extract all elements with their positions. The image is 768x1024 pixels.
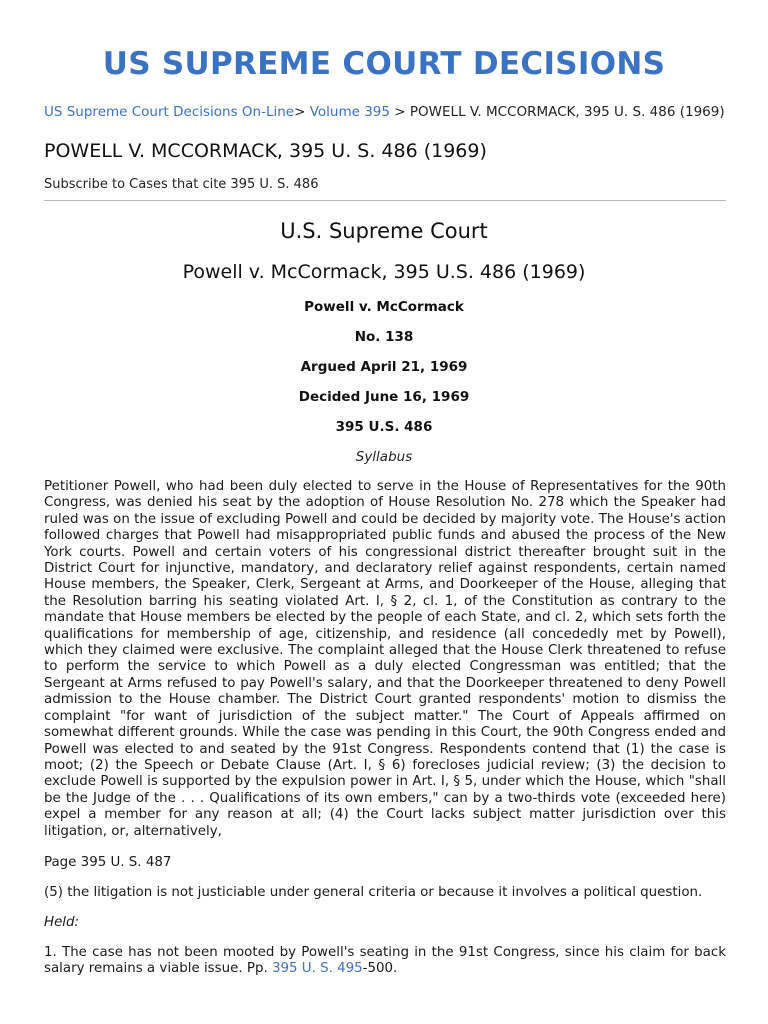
breadcrumb [44, 103, 744, 121]
subscribe-text: Subscribe to Cases that cite 395 U. S. 486 [44, 177, 319, 192]
holding-text: 1. The case has not been mooted by Powell's seating in the 91st Congress, since his claim for back salary remains a viable issue. Pp. [44, 945, 726, 977]
holding-text-suffix: -500. [362, 961, 398, 977]
continuation-paragraph: (5) the litigation is not justiciable under general criteria or because it involves a political question. [44, 885, 703, 900]
court-name: U.S. Supreme Court [280, 219, 488, 243]
breadcrumb-volume-link[interactable]: Volume 395 [309, 104, 390, 120]
breadcrumb-home-link[interactable]: US Supreme Court Decisions On-Line [44, 104, 295, 120]
divider [44, 200, 726, 201]
site-title[interactable]: US SUPREME COURT DECISIONS [102, 46, 666, 82]
docket-number: No. 138 [354, 329, 414, 345]
breadcrumb-separator: > [294, 104, 306, 120]
case-heading: POWELL V. MCCORMACK, 395 U. S. 486 (1969) [44, 140, 487, 162]
argued-date: Argued April 21, 1969 [300, 359, 468, 375]
citation: 395 U.S. 486 [335, 419, 433, 435]
case-short-name: Powell v. McCormack [304, 299, 464, 315]
page-marker: Page 395 U. S. 487 [44, 855, 172, 870]
decided-date: Decided June 16, 1969 [298, 389, 470, 405]
held-label: Held: [44, 915, 80, 930]
syllabus-paragraph: Petitioner Powell, who had been duly elected to serve in the House of Representatives for the 90th Congress, was denied his seat by the adoption of House Resolution No. 278 which the Speaker had ruled was on the issue of excluding Powell and could be decided by majority vote. The House's action followed charges that Powell had misappropriated public funds and abused the process of the New York courts. Powell and certain voters of his congressional district thereafter brought suit in the District Court for injunctive, mandatory, and declaratory relief against respondents, certain named House members, the Speaker, Clerk, Sergeant at Arms, and Doorkeeper of the House, alleging that the Resolution barring his seating violated Art. I, § 2, cl. 1, of the Constitution as contrary to the mandate that House members be elected by the people of each State, and cl. 2, which sets forth the qualifications for membership of age, citizenship, and residence (all concededly met by Powell), which they claimed were exclusive. The complaint alleged that the House Clerk threatened to refuse to perform the service to which Powell as a duly elected Congressman was entitled; that the Sergeant at Arms refused to pay Powell's salary, and that the Doorkeeper threatened to deny Powell admission to the House chamber. The District Court granted respondents' motion to dismiss the complaint "for want of jurisdiction of the subject matter." The Court of Appeals affirmed on somewhat different grounds. While the case was pending in this Court, the 90th Congress ended and Powell was elected to and seated by the 91st Congress. Respondents contend that (1) the case is moot; (2) the Speech or Debate Clause (Art. I, § 6) forecloses judicial review; (3) the decision to exclude Powell is supported by the expulsion power in Art. I, § 5, under which the House, which "shall be the Judge of the . . . Qualifications of its own embers," can by a two-thirds vote (exceeded here) expel a member for any reason at all; (4) the Court lacks subject matter jurisdiction over this litigation, or, alternatively, [44, 479, 726, 839]
holding-paragraph [44, 945, 726, 978]
page-reference-link[interactable]: 395 U. S. 495 [271, 961, 363, 977]
syllabus-label: Syllabus [355, 449, 413, 465]
breadcrumb-separator: > [394, 104, 406, 120]
breadcrumb-current: POWELL V. MCCORMACK, 395 U. S. 486 (1969) [409, 104, 725, 120]
case-title: Powell v. McCormack, 395 U.S. 486 (1969) [182, 261, 586, 283]
